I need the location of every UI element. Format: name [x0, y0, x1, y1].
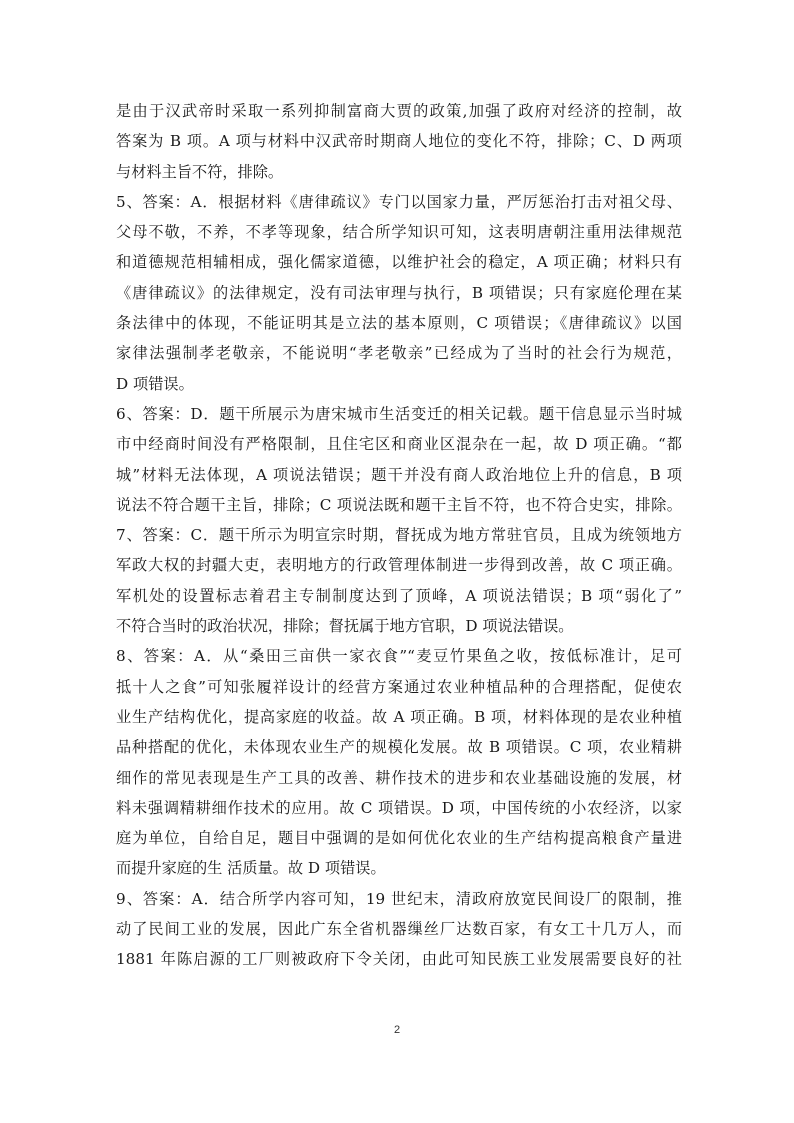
- text-line: 7、答案：C．题干所示为明宣宗时期，督抚成为地方常驻官员，且成为统领地方: [116, 526, 682, 545]
- text-line: 8、答案：A．从“桑田三亩供一家衣食”“麦豆竹果鱼之收，按低标准计，足可: [116, 647, 682, 666]
- text-line: D 项错误。: [116, 374, 194, 393]
- text-line: 细作的常见表现是生产工具的改善、耕作技术的进步和农业基础设施的发展，材: [116, 768, 682, 787]
- text-line: 条法律中的体现，不能证明其是立法的基本原则，C 项错误；《唐律疏议》以国: [116, 314, 682, 333]
- text-line: 答案为 B 项。A 项与材料中汉武帝时期商人地位的变化不符，排除；C、D 两项: [116, 132, 682, 151]
- text-line: 料未强调精耕细作技术的应用。故 C 项错误。D 项，中国传统的小农经济，以家: [116, 798, 682, 817]
- text-line: 军机处的设置标志着君主专制制度达到了顶峰，A 项说法错误；B 项“弱化了”: [116, 586, 682, 605]
- text-line: 抵十人之食”可知张履祥设计的经营方案通过农业种植品种的合理搭配，促使农: [116, 677, 682, 696]
- text-line: 6、答案：D．题干所展示为唐宋城市生活变迁的相关记载。题干信息显示当时城: [116, 404, 682, 423]
- text-line: 军政大权的封疆大吏，表明地方的行政管理体制进一步得到改善，故 C 项正确。: [116, 556, 682, 575]
- text-line: 和道德规范相辅相成，强化儒家道德，以维护社会的稳定，A 项正确；材料只有: [116, 253, 682, 272]
- text-line: 说法不符合题干主旨，排除；C 项说法既和题干主旨不符，也不符合史实，排除。: [116, 495, 682, 514]
- text-line: 市中经商时间没有严格限制，且住宅区和商业区混杂在一起，故 D 项正确。“都: [116, 435, 682, 454]
- text-line: 庭为单位，自给自足，题目中强调的是如何优化农业的生产结构提高粮食产量进: [116, 829, 682, 848]
- text-line: 不符合当时的政治状况，排除；督抚属于地方官职，D 项说法错误。: [116, 617, 574, 636]
- text-line: 《唐律疏议》的法律规定，没有司法审理与执行，B 项错误；只有家庭伦理在某: [116, 283, 682, 302]
- text-line: 品种搭配的优化，未体现农业生产的规模化发展。故 B 项错误。C 项，农业精耕: [116, 738, 682, 757]
- text-line: 9、答案：A．结合所学内容可知，19 世纪末，清政府放宽民间设厂的限制，推: [116, 889, 682, 908]
- text-line: 5、答案：A．根据材料《唐律疏议》专门以国家力量，严厉惩治打击对祖父母、: [116, 192, 682, 211]
- text-line: 业生产结构优化，提高家庭的收益。故 A 项正确。B 项，材料体现的是农业种植: [116, 707, 682, 726]
- text-line: 动了民间工业的发展，因此广东全省机器缫丝厂达数百家，有女工十几万人，而: [116, 920, 682, 939]
- page-number: 2: [393, 1024, 401, 1036]
- text-line: 而提升家庭的生 活质量。故 D 项错误。: [116, 859, 386, 878]
- text-line: 与材料主旨不符，排除。: [116, 162, 284, 181]
- text-line: 父母不敬，不养，不孝等现象，结合所学知识可知，这表明唐朝注重用法律规范: [116, 223, 682, 242]
- text-line: 是由于汉武帝时采取一系列抑制富商大贾的政策,加强了政府对经济的控制，故: [116, 102, 682, 120]
- document-body: [116, 96, 682, 975]
- text-line: 1881 年陈启源的工厂则被政府下令关闭，由此可知民族工业发展需要良好的社: [116, 950, 682, 969]
- text-line: 城”材料无法体现，A 项说法错误；题干并没有商人政治地位上升的信息，B 项: [116, 465, 682, 484]
- text-line: 家律法强制孝老敬亲，不能说明“孝老敬亲”已经成为了当时的社会行为规范，: [116, 344, 682, 363]
